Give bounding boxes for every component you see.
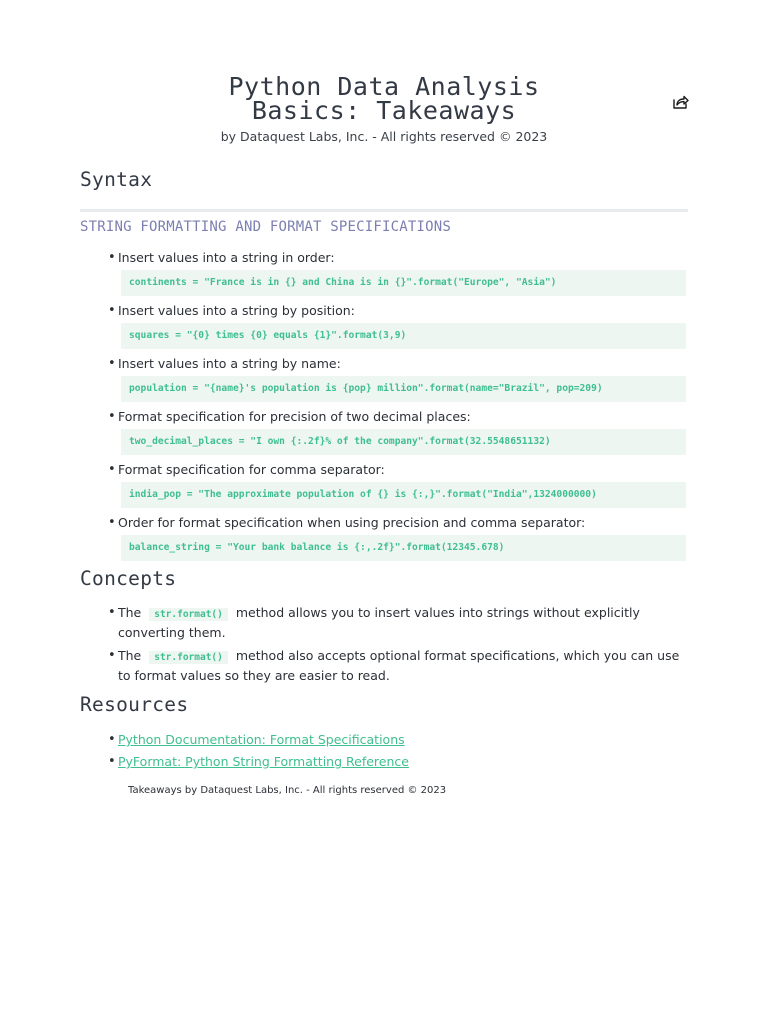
- concept-text: method also accepts optional format specifications, which you can use to format values so they are easier to read.: [118, 648, 680, 683]
- resources-list: [80, 731, 688, 771]
- page-header: [80, 72, 688, 144]
- resources-heading: Resources: [80, 693, 189, 716]
- syntax-subheading: STRING FORMATTING AND FORMAT SPECIFICATIONS: [80, 219, 452, 235]
- concepts-list: [80, 604, 688, 685]
- resource-link-format-spec[interactable]: Python Documentation: Format Specifications: [118, 732, 405, 747]
- syntax-list: [80, 249, 688, 561]
- page-title: Python Data Analysis Basics: Takeaways: [228, 72, 540, 125]
- concept-pre: The: [118, 648, 142, 663]
- syntax-item-label: Insert values into a string in order:: [118, 250, 335, 265]
- list-item: [108, 731, 688, 749]
- code-block: population = "{name}'s population is {pop} million".format(name="Brazil", pop=209): [121, 376, 686, 402]
- concept-text: method allows you to insert values into strings without explicitly converting them.: [118, 605, 640, 640]
- syntax-item-label: Insert values into a string by name:: [118, 356, 341, 371]
- list-item: [108, 249, 688, 296]
- resource-link-pyformat[interactable]: PyFormat: Python String Formatting Reference: [118, 754, 409, 769]
- code-block: squares = "{0} times {0} equals {1}".format(3,9): [121, 323, 686, 349]
- list-item: [108, 514, 688, 561]
- list-item: [108, 753, 688, 771]
- list-item: [108, 604, 688, 642]
- page-byline: by Dataquest Labs, Inc. - All rights reserved © 2023: [220, 129, 548, 144]
- share-icon[interactable]: [671, 93, 689, 111]
- syntax-item-label: Insert values into a string by position:: [118, 303, 355, 318]
- concepts-section: [80, 567, 688, 685]
- list-item: [108, 461, 688, 508]
- syntax-heading: Syntax: [80, 168, 153, 191]
- code-block: continents = "France is in {} and China is in {}".format("Europe", "Asia"): [121, 270, 686, 296]
- list-item: [108, 647, 688, 685]
- page-content: [80, 168, 688, 775]
- inline-code: str.format(): [149, 608, 228, 621]
- page-footer: Takeaways by Dataquest Labs, Inc. - All rights reserved © 2023: [128, 785, 447, 796]
- syntax-item-label: Format specification for comma separator:: [118, 462, 385, 477]
- code-block: india_pop = "The approximate population of {} is {:,}".format("India",1324000000): [121, 482, 686, 508]
- section-divider: [80, 209, 688, 212]
- syntax-section: [80, 168, 688, 561]
- code-block: balance_string = "Your bank balance is {:,.2f}".format(12345.678): [121, 535, 686, 561]
- concepts-heading: Concepts: [80, 567, 177, 590]
- concept-pre: The: [118, 605, 142, 620]
- inline-code: str.format(): [149, 651, 228, 664]
- syntax-item-label: Format specification for precision of two decimal places:: [118, 409, 471, 424]
- resources-section: [80, 693, 688, 771]
- list-item: [108, 355, 688, 402]
- syntax-item-label: Order for format specification when using precision and comma separator:: [118, 515, 586, 530]
- list-item: [108, 408, 688, 455]
- code-block: two_decimal_places = "I own {:.2f}% of the company".format(32.5548651132): [121, 429, 686, 455]
- list-item: [108, 302, 688, 349]
